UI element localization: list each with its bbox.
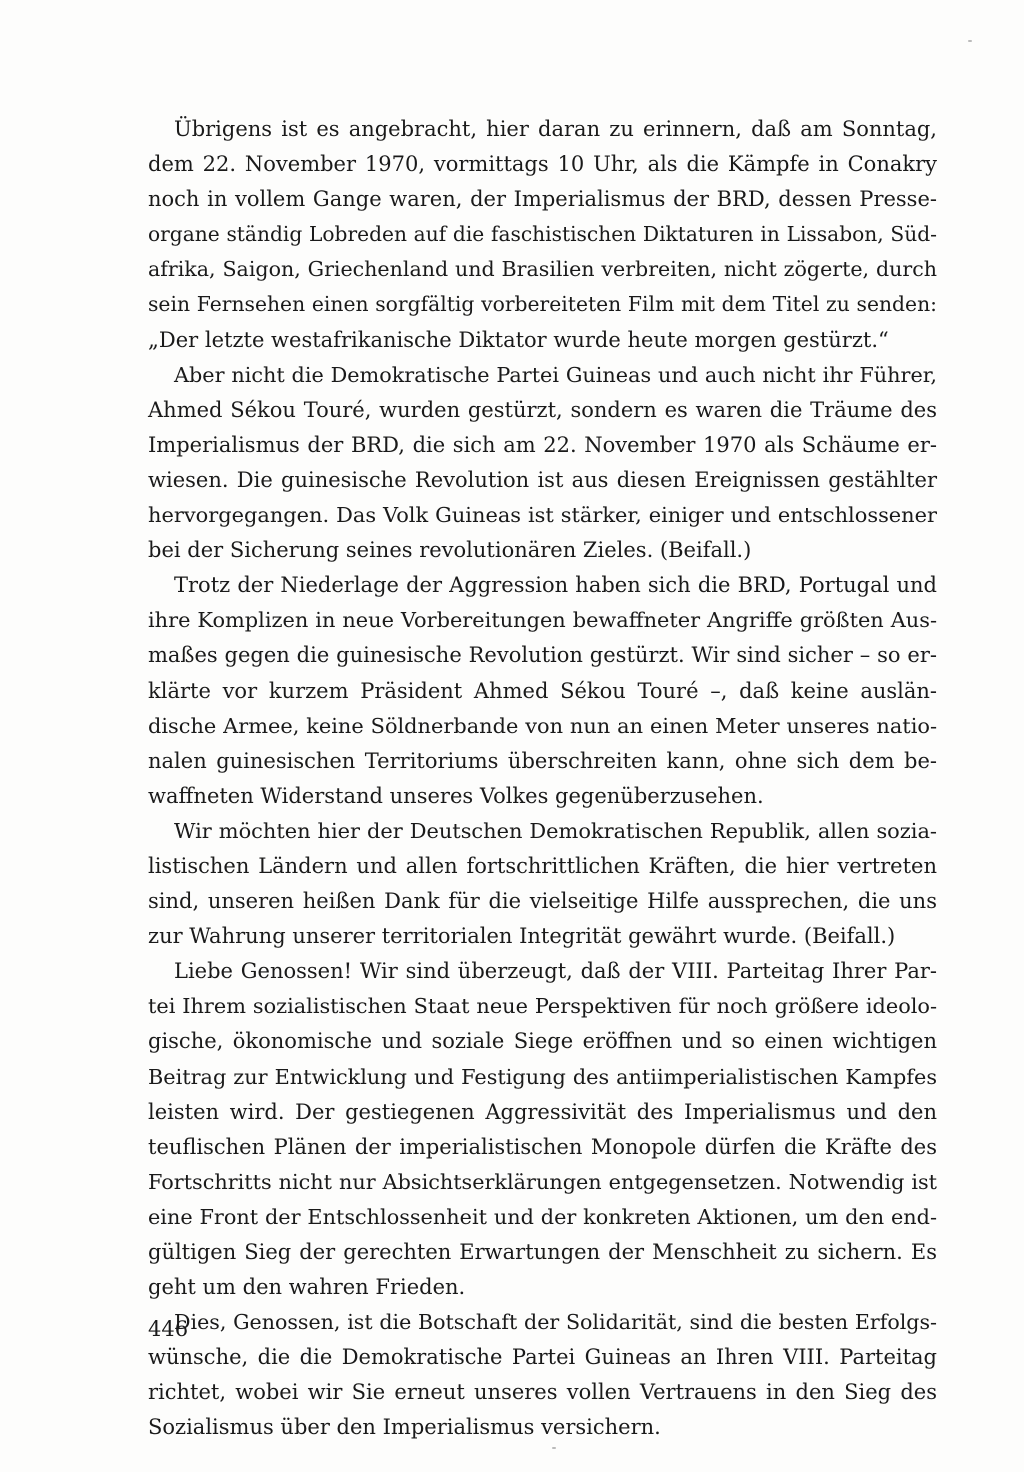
text-line: Fortschritts nicht nur Absichtserklärungen entgegensetzen. Notwendig ist (148, 1169, 937, 1194)
text-line: zur Wahrung unserer territorialen Integrität gewährt wurde. (Beifall.) (148, 924, 896, 949)
text-line: Imperialismus der BRD, die sich am 22. November 1970 als Schäume er- (148, 432, 937, 457)
scan-speck-bottom (552, 1447, 556, 1449)
paragraph (148, 954, 937, 1305)
text-line: waffneten Widerstand unseres Volkes gegenüberzusehen. (148, 783, 764, 808)
text-line: Liebe Genossen! Wir sind überzeugt, daß der VIII. Parteitag Ihrer Par- (174, 959, 937, 984)
text-line: hervorgegangen. Das Volk Guineas ist stärker, einiger und entschlossener (148, 503, 937, 528)
text-line: Aber nicht die Demokratische Partei Guineas und auch nicht ihr Führer, (174, 362, 937, 387)
paragraph (148, 358, 937, 569)
text-line: sind, unseren heißen Dank für die vielseitige Hilfe aussprechen, die uns (148, 889, 937, 914)
text-line: Beitrag zur Entwicklung und Festigung des antiimperialistischen Kampfes (148, 1064, 937, 1089)
text-line: wiesen. Die guinesische Revolution ist aus diesen Ereignissen gestählter (148, 467, 937, 492)
text-line: Übrigens ist es angebracht, hier daran zu erinnern, daß am Sonntag, (174, 117, 937, 141)
text-line: wünsche, die die Demokratische Partei Guineas an Ihren VIII. Parteitag (148, 1345, 937, 1370)
text-line: bei der Sicherung seines revolutionären Zieles. (Beifall.) (148, 538, 752, 563)
paragraph (148, 814, 937, 954)
text-line: Trotz der Niederlage der Aggression haben sich die BRD, Portugal und (174, 573, 937, 598)
paragraph (148, 1305, 937, 1445)
text-line: „Der letzte westafrikanische Diktator wurde heute morgen gestürzt.“ (148, 327, 889, 352)
body-text (148, 112, 937, 1446)
text-line: nalen guinesischen Territoriums überschreiten kann, ohne sich dem be- (148, 748, 937, 773)
text-line: Wir möchten hier der Deutschen Demokratischen Republik, allen sozia- (174, 818, 937, 843)
text-line: tei Ihrem sozialistischen Staat neue Perspektiven für noch größere ideolo- (148, 994, 937, 1019)
text-line: dische Armee, keine Söldnerbande von nun an einen Meter unseres natio- (148, 713, 937, 738)
text-line: teuflischen Plänen der imperialistischen Monopole dürfen die Kräfte des (148, 1134, 937, 1159)
text-line: sein Fernsehen einen sorgfältig vorbereiteten Film mit dem Titel zu senden: (148, 292, 937, 317)
text-line: afrika, Saigon, Griechenland und Brasilien verbreiten, nicht zögerte, durch (148, 257, 937, 282)
paragraph (148, 568, 937, 814)
paragraph (148, 112, 937, 358)
text-line: Dies, Genossen, ist die Botschaft der Solidarität, sind die besten Erfolgs- (174, 1310, 937, 1335)
text-line: gültigen Sieg der gerechten Erwartungen der Menschheit zu sichern. Es (148, 1240, 937, 1264)
scan-speck-top (968, 40, 972, 42)
text-line: organe ständig Lobreden auf die faschistischen Diktaturen in Lissabon, Süd- (148, 222, 937, 247)
text-line: gische, ökonomische und soziale Siege eröffnen und so einen wichtigen (148, 1029, 937, 1054)
page-number: 446 (148, 1317, 189, 1341)
text-line: listischen Ländern und allen fortschrittlichen Kräften, die hier vertreten (148, 853, 937, 878)
text-line: klärte vor kurzem Präsident Ahmed Sékou Touré –, daß keine auslän- (148, 678, 937, 703)
text-line: maßes gegen die guinesische Revolution gestürzt. Wir sind sicher – so er- (148, 643, 937, 668)
text-line: noch in vollem Gange waren, der Imperialismus der BRD, dessen Presse- (148, 187, 937, 212)
text-line: Sozialismus über den Imperialismus versichern. (148, 1415, 661, 1440)
text-line: richtet, wobei wir Sie erneut unseres vollen Vertrauens in den Sieg des (148, 1380, 937, 1405)
text-line: dem 22. November 1970, vormittags 10 Uhr, als die Kämpfe in Conakry (148, 152, 937, 177)
text-line: eine Front der Entschlossenheit und der konkreten Aktionen, um den end- (148, 1204, 937, 1229)
text-line: geht um den wahren Frieden. (148, 1275, 466, 1300)
text-line: leisten wird. Der gestiegenen Aggressivität des Imperialismus und den (148, 1099, 937, 1124)
text-line: ihre Komplizen in neue Vorbereitungen bewaffneter Angriffe größten Aus- (148, 608, 937, 633)
text-line: Ahmed Sékou Touré, wurden gestürzt, sondern es waren die Träume des (148, 397, 937, 422)
